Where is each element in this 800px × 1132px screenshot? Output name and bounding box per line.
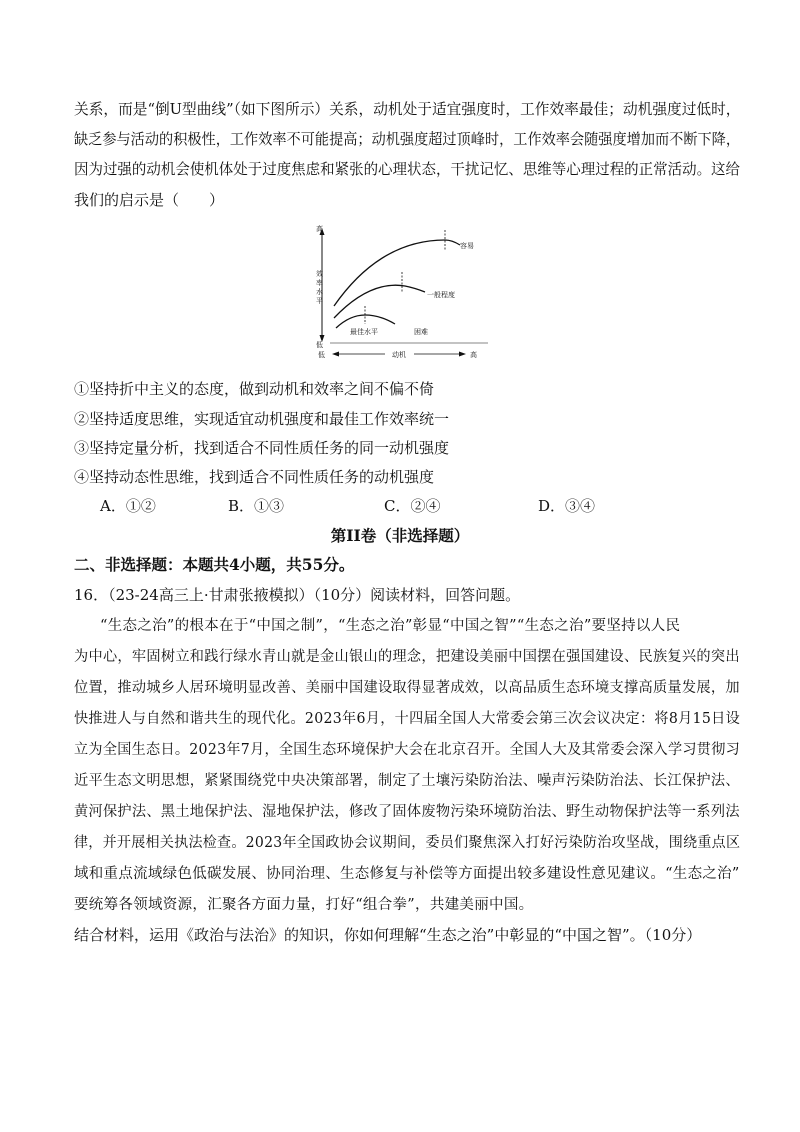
- curve-medium: [334, 285, 425, 318]
- material-line-9: 域和重点流域绿色低碳发展、协同治理、生态修复与补偿等方面提出较多建设性意见建议。“生态之治”: [74, 866, 740, 882]
- choice-c: C．②④: [384, 497, 441, 515]
- optimum-level-label: 最佳水平: [350, 328, 378, 336]
- curve-label-hard: 困难: [414, 328, 428, 336]
- curve-hard: [336, 315, 395, 328]
- material-line-2: 为中心，牢固树立和践行绿水青山就是金山银山的理念，把建设美丽中国摆在强国建设、民族复兴的突出: [74, 649, 740, 665]
- motivation-efficiency-figure: [310, 220, 490, 365]
- y-axis-label-char-1: 效: [316, 270, 323, 278]
- y-axis-low-label: 低: [316, 341, 323, 349]
- question-16-header: 16．（23-24高三上·甘肃张掖模拟）（10分）阅读材料，回答问题。: [74, 586, 521, 604]
- x-axis-label: 动机: [392, 351, 406, 359]
- x-axis-left-arrow: [332, 352, 339, 357]
- material-line-10: 要统筹各领域资源，汇聚各方面力量，打好“组合拳”，共建美丽中国。: [74, 897, 534, 913]
- x-axis-low-label: 低: [318, 351, 325, 359]
- motivation-curve-diagram: [310, 220, 490, 365]
- material-line-6: 近平生态文明思想，紧紧围绕党中央决策部署，制定了土壤污染防治法、噪声污染防治法、长江保护法、: [74, 773, 740, 789]
- choice-a: A．①②: [100, 497, 156, 515]
- statement-2: ②坚持适度思维，实现适宜动机强度和最佳工作效率统一: [74, 410, 450, 428]
- material-line-5: 立为全国生态日。2023年7月，全国生态环境保护大会在北京召开。全国人大及其常委会深入学习贯彻习: [74, 742, 741, 758]
- choice-d: D．③④: [538, 497, 596, 515]
- final-question: 结合材料，运用《政治与法治》的知识，你如何理解“生态之治”中彰显的“中国之智”。（10分）: [74, 926, 702, 944]
- intro-line-4: 我们的启示是（ ）: [74, 191, 225, 209]
- section-subtitle: 二、非选择题：本题共4小题，共55分。: [74, 555, 355, 574]
- y-axis-label-char-3: 水: [316, 288, 323, 296]
- x-axis-right-arrow: [459, 352, 466, 357]
- material-line-7: 黄河保护法、黑土地保护法、湿地保护法，修改了固体废物污染环境防治法、野生动物保护法等一系列法: [74, 804, 740, 820]
- statement-3: ③坚持定量分析，找到适合不同性质任务的同一动机强度: [74, 439, 450, 457]
- material-line-8: 律，并开展相关执法检查。2023年全国政协会议期间，委员们聚焦深入打好污染防治攻坚战，围绕重点区: [74, 835, 741, 851]
- intro-line-2: 缺乏参与活动的积极性，工作效率不可能提高；动机强度超过顶峰时，工作效率会随强度增加而不断下降，: [74, 130, 741, 148]
- curve-label-easy: 容易: [460, 242, 474, 250]
- x-axis-high-label: 高: [470, 351, 477, 359]
- statement-4: ④坚持动态性思维，找到适合不同性质任务的动机强度: [74, 468, 435, 486]
- material-line-3: 位置，推动城乡人居环境明显改善、美丽中国建设取得显著成效，以高品质生态环境支撑高质量发展，加: [74, 680, 740, 696]
- intro-line-3: 因为过强的动机会使机体处于过度焦虑和紧张的心理状态，干扰记忆、思维等心理过程的正常活动。这给: [74, 160, 741, 178]
- y-axis-label-char-4: 平: [316, 297, 323, 305]
- y-axis-label-char-2: 率: [316, 279, 323, 287]
- intro-line-1: 关系，而是“倒U型曲线”（如下图所示）关系，动机处于适宜强度时，工作效率最佳；动机强度过低时，: [74, 100, 741, 118]
- y-axis-high-label: 高: [316, 225, 323, 233]
- statement-1: ①坚持折中主义的态度，做到动机和效率之间不偏不倚: [74, 380, 435, 398]
- choice-b: B．①③: [228, 497, 285, 515]
- curve-label-medium: 一般程度: [427, 291, 455, 299]
- material-line-1: “生态之治”的根本在于“中国之制”，“生态之治”彰显“中国之智”“生态之治”要坚持以人民: [100, 618, 681, 634]
- material-line-4: 快推进人与自然和谐共生的现代化。2023年6月，十四届全国人大常委会第三次会议决定：将8月15日设: [74, 711, 740, 727]
- section-title: 第II卷（非选择题）: [330, 526, 470, 545]
